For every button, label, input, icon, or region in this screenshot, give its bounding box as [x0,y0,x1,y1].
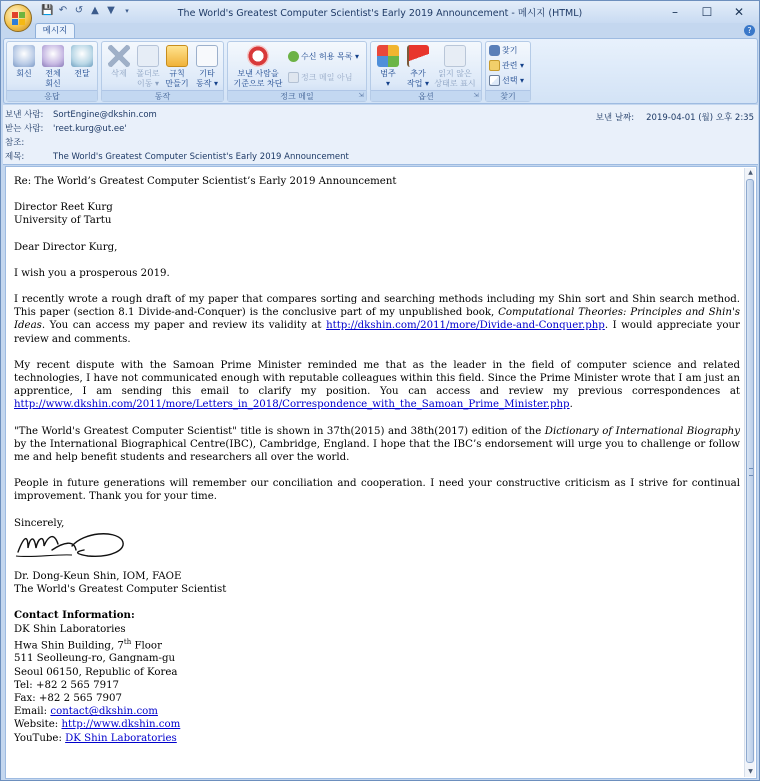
signer-name: Dr. Dong-Keun Shin, IOM, FAOE [14,571,182,583]
delete-button[interactable] [104,45,134,79]
related-icon [489,60,500,71]
unread-label-1: 읽지 않은 [438,69,472,78]
mark-unread-button[interactable] [433,45,477,89]
fax-line: Fax: +82 2 565 7907 [14,693,122,705]
p3-book-title: Dictionary of International Biography [544,425,740,437]
subject-label: 제목: [5,152,25,162]
website-line [14,718,740,731]
sent-value: 2019-04-01 (월) 오후 2:35 [646,113,754,123]
group-options [370,41,482,102]
building-text-a: Hwa Shin Building, 7 [14,640,124,652]
delete-icon [108,45,130,67]
reply-icon [13,45,35,67]
email-link[interactable]: contact@dkshin.com [50,706,158,718]
closing: Sincerely, [14,517,65,529]
cc-row [5,137,53,150]
paragraph-paper [14,293,740,346]
other-actions-button[interactable] [192,45,222,89]
ribbon-tab-row [1,23,759,38]
move-to-folder-button[interactable] [133,45,163,89]
message-body [14,175,740,745]
move-label-2: 이동 ▾ [136,79,159,88]
scroll-down-icon[interactable]: ▼ [748,768,753,775]
other-actions-icon [196,45,218,67]
create-rule-button[interactable] [162,45,192,89]
youtube-line [14,732,740,745]
p1-book-title: Computational Theories: Principles and Shin's Ideas [14,307,740,332]
next-item-icon[interactable]: ▼ [107,5,115,16]
handwritten-signature [14,524,134,564]
related-button[interactable] [489,59,524,72]
mark-unread-icon [444,45,466,67]
maximize-button[interactable]: ☐ [701,5,713,19]
reply-all-icon [42,45,64,67]
cursor-icon [489,75,500,86]
help-icon[interactable]: ? [744,25,755,36]
group-find [485,41,531,102]
group-options-label: 옵션 [371,90,481,101]
building-text-b: Floor [131,640,162,652]
office-button[interactable] [4,4,32,32]
window-title: The World's Greatest Computer Scientist's Early 2019 Announcement - 메시지 (HTML) [177,8,583,19]
to-row [5,123,127,136]
p2-text-b: . [569,399,573,411]
rules-label-1: 규칙 [169,69,185,78]
close-button[interactable]: ✕ [733,5,745,19]
minimize-button[interactable]: – [672,5,678,19]
tab-message[interactable]: 메시지 [35,23,75,38]
reply-label: 회신 [16,69,32,78]
scroll-grip-icon [749,468,753,476]
safe-list-icon [288,51,299,62]
forward-icon [71,45,93,67]
street-line: 511 Seolleung-ro, Gangnam-gu [14,653,176,665]
email-line [14,705,740,718]
forward-button[interactable] [67,45,97,79]
group-respond [6,41,98,102]
group-respond-label: 응답 [7,90,97,101]
other-label-2: 동작 ▾ [195,79,218,88]
block-label-1: 보낸 사람을 [237,69,279,78]
unread-label-2: 상태로 표시 [434,79,476,88]
reply-all-label-2: 회신 [45,79,61,88]
wish-line: I wish you a prosperous 2019. [14,267,170,279]
to-value[interactable]: 'reet.kurg@ut.ee' [53,124,127,134]
group-find-label: 찾기 [486,90,530,101]
title-bar [1,1,759,23]
re-line: Re: The World’s Greatest Computer Scientist’s Early 2019 Announcement [14,176,397,187]
reply-all-label-1: 전체 [45,69,61,78]
subject-row [5,151,349,164]
delete-label: 삭제 [111,69,127,78]
company-name: DK Shin Laboratories [14,623,126,635]
building-line [14,636,740,653]
office-logo-icon [12,12,25,25]
p3-text-b: by the International Biographical Centre(IBC), Cambridge, England. I hope that the IBC’s endorsement will urge you to challenge or follow me and help benefit students and researchers all over the world. [14,438,740,464]
p2-text-a: My recent dispute with the Samoan Prime Minister reminded me that as the leader in the field of computer science and related technologies, I have not communicated enough with reputable colleagues within this field. Since the Prime Minister wrote that I am just an apprentice, I am sending this email to clarify my position. You can access and review my previous correspondences at [14,359,740,398]
scroll-thumb[interactable] [746,179,754,763]
website-label: Website: [14,719,62,731]
followup-label-1: 추가 [410,69,426,78]
p1-text-c: . I would appreciate your review and comments. [14,320,740,345]
categorize-button[interactable] [373,45,403,89]
find-button[interactable] [489,44,517,57]
block-sender-button[interactable] [231,45,285,89]
binoculars-icon [489,45,500,56]
group-actions [101,41,224,102]
forward-label: 전달 [74,69,90,78]
salutation: Dear Director Kurg, [14,241,118,253]
categorize-label-2: ▾ [385,79,390,88]
follow-up-flag-icon [407,45,429,67]
previous-item-icon[interactable]: ▲ [91,5,99,16]
sent-label: 보낸 날짜: [595,113,635,123]
group-junk-mail [227,41,367,102]
categorize-label-1: 범주 [380,69,396,78]
cc-label: 참조: [5,138,25,148]
p3-text-a: "The World's Greatest Computer Scientist" title is shown in 37th(2015) and 38th(2017) edition of the [14,425,545,437]
reply-button[interactable] [9,45,39,79]
p1-text-b: . You can access my paper and review its validity at [41,320,327,332]
other-label-1: 기타 [199,69,215,78]
options-dialog-launcher-icon[interactable]: ⇲ [473,92,479,99]
to-label: 받는 사람: [5,124,44,134]
from-value[interactable]: SortEngine@dkshin.com [53,110,157,120]
paragraph-title [14,425,740,465]
contact-heading-text: Contact Information: [14,609,135,622]
select-button[interactable] [489,74,524,87]
from-label: 보낸 사람: [5,110,44,120]
correspondence-link[interactable]: http://www.dkshin.com/2011/more/Letters_in_2018/Correspondence_with_the_Samoan_Prime_Minister.php [14,399,570,411]
ribbon [3,38,758,104]
group-actions-label: 동작 [102,90,223,101]
save-icon[interactable]: 💾 [41,5,54,16]
find-label: 찾기 [502,46,518,55]
message-header [3,105,758,165]
followup-label-2: 작업 ▾ [406,79,429,88]
not-junk-icon [288,72,299,83]
select-label: 선택 ▾ [502,76,525,85]
divide-and-conquer-link[interactable]: http://dkshin.com/2011/more/Divide-and-Conquer.php [326,320,605,332]
block-label-2: 기준으로 차단 [233,79,283,88]
create-rule-icon [166,45,188,67]
customize-toolbar-icon[interactable]: ▾ [125,7,129,15]
contact-heading [14,609,740,622]
youtube-label: YouTube: [14,732,66,744]
message-body-frame [5,166,757,779]
paragraph-future: People in future generations will remember our conciliation and cooperation. I need your constructive criticism as I strive for continual improvement. Thank you for your time. [14,478,740,503]
not-junk-label: 정크 메일 아님 [301,73,353,82]
tel-line: Tel: +82 2 565 7917 [14,679,120,691]
follow-up-button[interactable] [403,45,433,89]
move-label-1: 폴더로 [136,69,160,78]
window-controls [659,2,755,22]
p1-text-a: I recently wrote a rough draft of my paper that compares sorting and searching methods including my Shin sort and Shin search method. This paper (section 8.1 Divide-and-Conquer) is the conclusive part of my unpublished book, [14,294,740,319]
block-sender-icon [247,45,269,67]
building-sup: th [123,637,132,646]
sent-date [596,111,754,123]
from-row [5,109,157,122]
paragraph-dispute [14,359,740,412]
redo-icon[interactable]: ↺ [74,5,84,16]
youtube-link[interactable]: DK Shin Laboratories [65,732,177,744]
recipient-org: University of Tartu [14,215,112,227]
signer-title: The World's Greatest Computer Scientist [14,584,227,596]
subject-value: The World's Greatest Computer Scientist's Early 2019 Announcement [53,152,349,162]
safe-list-button[interactable] [288,50,359,63]
not-junk-button[interactable] [288,71,352,84]
move-folder-icon [137,45,159,67]
junk-dialog-launcher-icon[interactable]: ⇲ [358,92,364,99]
recipient-name: Director Reet Kurg [14,202,113,214]
reply-all-button[interactable] [38,45,68,89]
city-line: Seoul 06150, Republic of Korea [14,666,178,678]
related-label: 관련 ▾ [502,61,525,70]
undo-icon[interactable]: ↶ [58,5,68,16]
scroll-up-icon[interactable]: ▲ [748,169,753,176]
rules-label-2: 만들기 [165,79,189,88]
email-label: Email: [14,706,51,718]
website-link[interactable]: http://www.dkshin.com [61,719,181,731]
safe-list-label: 수신 허용 목록 ▾ [301,52,360,61]
group-junk-label: 정크 메일 [228,90,366,101]
categorize-icon [377,45,399,67]
vertical-scrollbar[interactable] [744,168,755,777]
